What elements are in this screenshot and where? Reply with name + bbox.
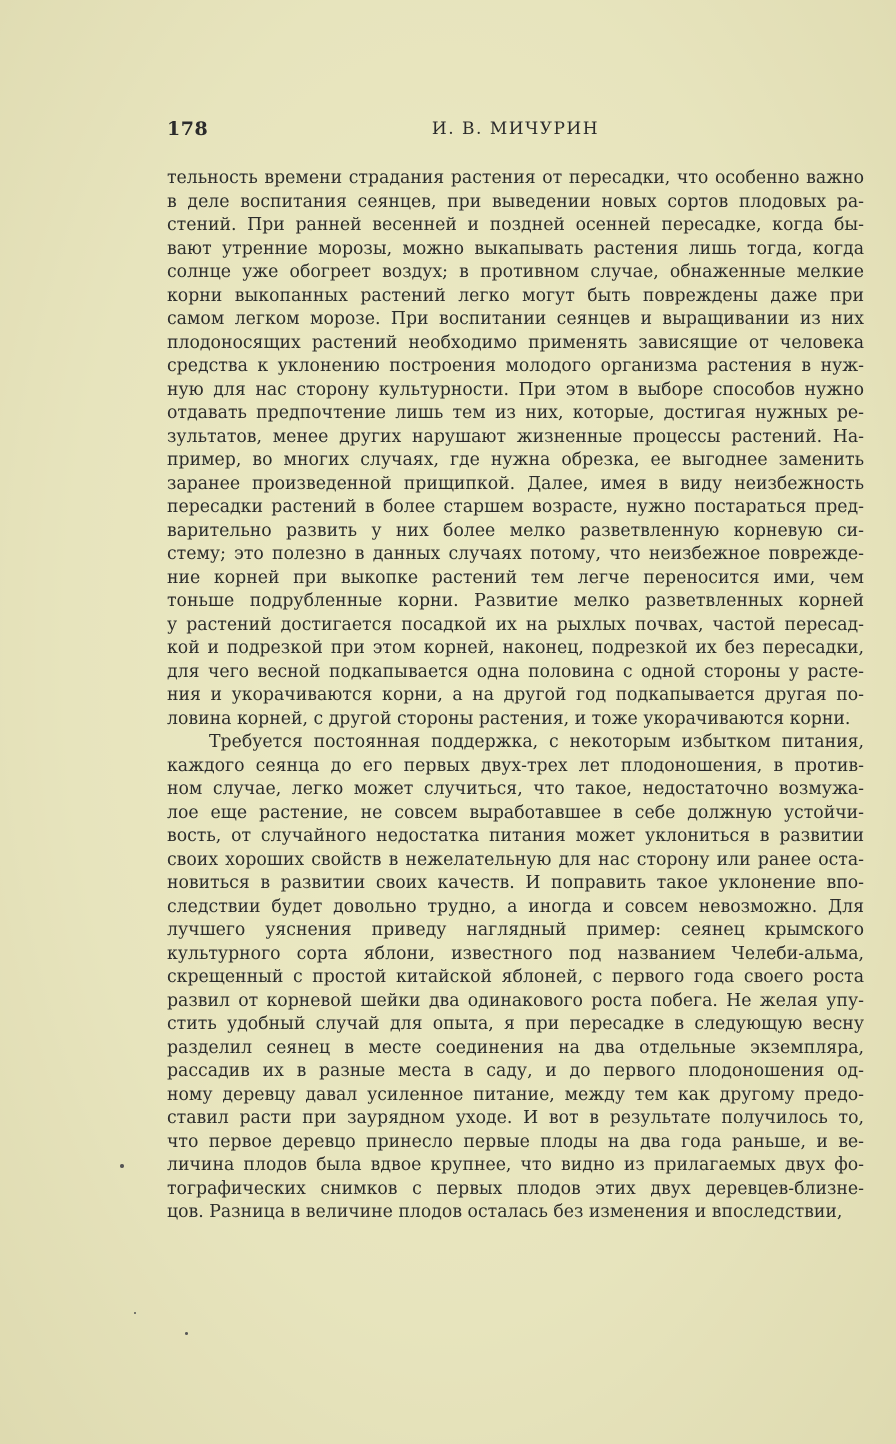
text-line: ную для нас сторону культурности. При этом в выборе способов нужно (167, 379, 864, 400)
text-line: вают утренние морозы, можно выкапывать растения лишь тогда, когда (167, 238, 864, 259)
text-line: цов. Разница в величине плодов осталась без изменения и впоследствии, (167, 1202, 843, 1222)
text-line: варительно развить у них более мелко разветвленную корневую си- (167, 520, 864, 541)
text-line: ном случае, легко может случиться, что такое, недостаточно возмужа- (167, 779, 864, 799)
text-line: тельность времени страдания растения от пересадки, что особенно важно (167, 168, 864, 188)
text-line: рассадив их в разные места в саду, и до первого плодоношения од- (167, 1061, 864, 1081)
text-line: корни выкопанных растений легко могут быть повреждены даже при (167, 285, 864, 306)
text-line: культурного сорта яблони, известного под названием Челеби-альма, (167, 943, 864, 964)
text-line: заранее произведенной прищипкой. Далее, имея в виду неизбежность (167, 473, 864, 494)
text-line: пересадки растений в более старшем возрасте, нужно постараться пред- (167, 497, 864, 517)
text-line: солнце уже обогреет воздух; в противном случае, обнаженные мелкие (167, 262, 864, 282)
text-line: скрещенный с простой китайской яблоней, с первого года своего роста (167, 967, 864, 987)
text-line: плодоносящих растений необходимо применять зависящие от человека (167, 332, 864, 353)
text-line: самом легком морозе. При воспитании сеянцев и выращивании из них (167, 309, 864, 329)
text-line: вость, от случайного недостатка питания может уклониться в развитии (167, 826, 864, 846)
text-line: разделил сеянец в месте соединения на два отдельные экземпляра, (167, 1037, 864, 1058)
text-line: лое еще растение, не совсем выработавшее в себе должную устойчи- (167, 802, 864, 823)
text-line: для чего весной подкапывается одна половина с одной стороны у расте- (167, 661, 864, 682)
text-line: лучшего уяснения приведу наглядный пример: сеянец крымского (167, 920, 864, 940)
text-line: кой и подрезкой при этом корней, наконец, подрезкой их без пересадки, (167, 638, 864, 658)
text-line: ному деревцу давал усиленное питание, между тем как другому предо- (167, 1084, 864, 1105)
text-line: личина плодов была вдвое крупнее, что видно из прилагаемых двух фо- (167, 1155, 864, 1175)
text-line: тоньше подрубленные корни. Развитие мелко разветвленных корней (167, 591, 864, 611)
text-line: следствии будет довольно трудно, а иногда и совсем невозможно. Для (167, 896, 864, 917)
text-line: каждого сеянца до его первых двух-трех лет плодоношения, в против- (167, 755, 864, 776)
print-speck (185, 1332, 188, 1335)
text-line: новиться в развитии своих качеств. И поправить такое уклонение впо- (167, 873, 864, 893)
text-line: ния и укорачиваются корни, а на другой год подкапывается другая по- (167, 685, 864, 705)
text-line: ставил расти при заурядном уходе. И вот в результате получилось то, (167, 1108, 864, 1128)
page-header (167, 118, 864, 146)
text-line: стему; это полезно в данных случаях потому, что неизбежное поврежде- (167, 544, 864, 564)
page-number: 178 (167, 118, 209, 140)
text-line: в деле воспитания сеянцев, при выведении новых сортов плодовых ра- (167, 191, 864, 212)
text-line: средства к уклонению построения молодого организма растения в нуж- (167, 356, 864, 376)
text-line: развил от корневой шейки два одинакового роста побега. Не желая упу- (167, 990, 864, 1011)
text-line: Требуется постоянная поддержка, с некоторым избытком питания, (209, 732, 864, 752)
text-line: своих хороших свойств в нежелательную для нас сторону или ранее оста- (167, 849, 864, 870)
text-line: у растений достигается посадкой их на рыхлых почвах, частой пересад- (167, 614, 864, 635)
text-line: что первое деревцо принесло первые плоды на два года раньше, и ве- (167, 1131, 864, 1152)
text-line: стений. При ранней весенней и поздней осенней пересадке, когда бы- (167, 215, 864, 235)
text-line: тографических снимков с первых плодов этих двух деревцев-близне- (167, 1178, 864, 1199)
text-line: ловина корней, с другой стороны растения, и тоже укорачиваются корни. (167, 708, 851, 729)
print-speck (134, 1312, 136, 1314)
text-line: отдавать предпочтение лишь тем из них, которые, достигая нужных ре- (167, 403, 864, 423)
text-line: зультатов, менее других нарушают жизненные процессы растений. На- (167, 426, 864, 447)
body-text (167, 167, 864, 1225)
text-line: пример, во многих случаях, где нужна обрезка, ее выгоднее заменить (167, 450, 864, 470)
print-speck (120, 1164, 124, 1168)
text-line: стить удобный случай для опыта, я при пересадке в следующую весну (167, 1014, 864, 1034)
text-line: ние корней при выкопке растений тем легче переносится ими, чем (167, 567, 864, 588)
running-head: И. В. МИЧУРИН (431, 119, 600, 139)
